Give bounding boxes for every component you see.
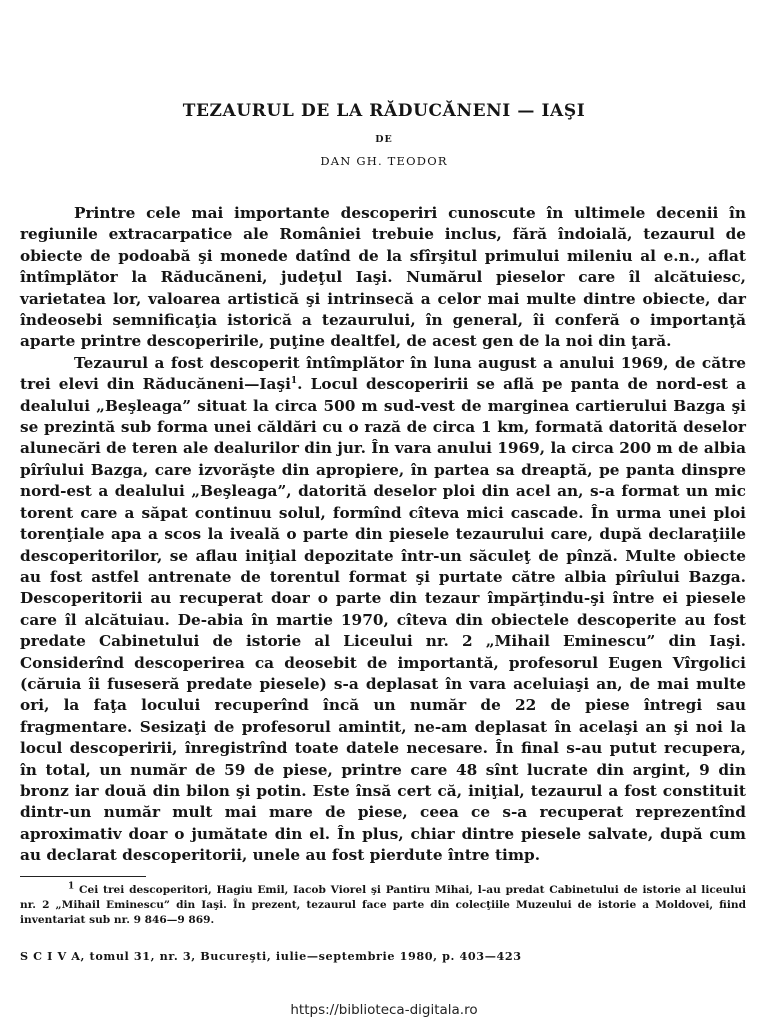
article-body [20,203,746,867]
byline-de: DE [375,134,393,145]
paragraph-1: Printre cele mai importante descoperiri cunoscute în ultimele decenii în regiunile extracarpatice ale României trebuie inclus, fără îndoială, tezaurul de obiecte de podoabă şi monede datînd de la sfîrşitul primului mileniu al e.n., aflat întîmplător la Răducăneni, judeţul Iaşi. Numărul pieselor care îl alcătuiesc, varietatea lor, valoarea artistică şi intrinsecă a celor mai multe dintre obiecte, dar îndeosebi semnificaţia istorică a tezaurului, în general, îi conferă o importanţă aparte printre descoperirile, puţine dealtfel, de acest gen de la noi din ţară. [20,204,746,351]
journal-citation: S C I V A, tomul 31, nr. 3, Bucureşti, iulie—septembrie 1980, p. 403—423 [20,949,522,963]
article-author: DAN GH. TEODOR [320,154,448,168]
source-url[interactable]: https://biblioteca-digitala.ro [290,1002,478,1018]
footnote-1 [20,883,746,928]
paragraph-2 [20,353,746,867]
footnote-divider [20,876,146,877]
footnote-ref-1[interactable]: 1 [290,376,298,387]
article-title: TEZAURUL DE LA RĂDUCĂNENI — IAŞI [182,101,586,121]
footnote-text: Cei trei descoperitori, Hagiu Emil, Iacob Viorel şi Pantiru Mihai, l-au predat Cabinetului de istorie al liceului nr. 2 „Mihail Eminescu” din Iaşi. În prezent, tezaurul face parte din colecţiile Muzeului de istorie a Moldovei, fiind inventariat sub nr. 9 846—9 869. [20,884,746,926]
paragraph-2-text-b: . Locul descoperirii se află pe panta de nord-est a dealului „Beşleaga” situat la circa 500 m sud-vest de marginea cartierului Bazga şi se prezintă sub forma unei căldări cu o rază de circa 1 km, formată datorită deselor alunecări de teren ale dealurilor din jur. În vara anului 1969, la circa 200 m de albia pîrîului Bazga, care izvorăşte din apropiere, în partea sa dreaptă, pe panta dinspre nord-est a dealului „Beşleaga”, datorită deselor ploi din acel an, s-a format un mic torent care a săpat continuu solul, formînd cîteva mici cascade. În urma unei ploi torenţiale apa a scos la iveală o parte din piesele tezaurului care, după declaraţiile descoperitorilor, se aflau iniţial depozitate într-un săculeţ de pînză. Multe obiecte au fost astfel antrenate de torentul format şi purtate către albia pîrîului Bazga. Descoperitorii au recuperat doar o parte din tezaur împărţindu-şi între ei piesele care îl alcătuiau. De-abia în martie 1970, cîteva din obiectele descoperite au fost predate Cabinetului de istorie al Liceului nr. 2 „Mihail Eminescu” din Iaşi. Considerînd descoperirea ca deosebit de importantă, profesorul Eugen Vîrgolici (căruia îi fuseseră predate piesele) s-a deplasat în vara aceluiaşi an, de mai multe ori, la faţa locului recuperînd încă un număr de 22 de piese întregi sau fragmentare. Sesizaţi de profesorul amintit, ne-am deplasat în acelaşi an şi noi la locul descoperirii, înregistrînd toate datele necesare. În final s-au putut recupera, în total, un număr de 59 de piese, printre care 48 sînt lucrate din argint, 9 din bronz iar două din bilon şi potin. Este însă cert că, iniţial, tezaurul a fost constituit dintr-un număr mult mai mare de piese, ceea ce s-a recuperat reprezentînd aproximativ doar o jumătate din el. În plus, chiar dintre piesele salvate, după cum au declarat descoperitorii, unele au fost pierdute între timp. [20,375,746,865]
paragraph-2-text-a: Tezaurul a fost descoperit întîmplător în luna august a anului 1969, de către trei elevi din Răducăneni—Iaşi [20,353,746,394]
footnote-number: 1 [68,881,75,892]
